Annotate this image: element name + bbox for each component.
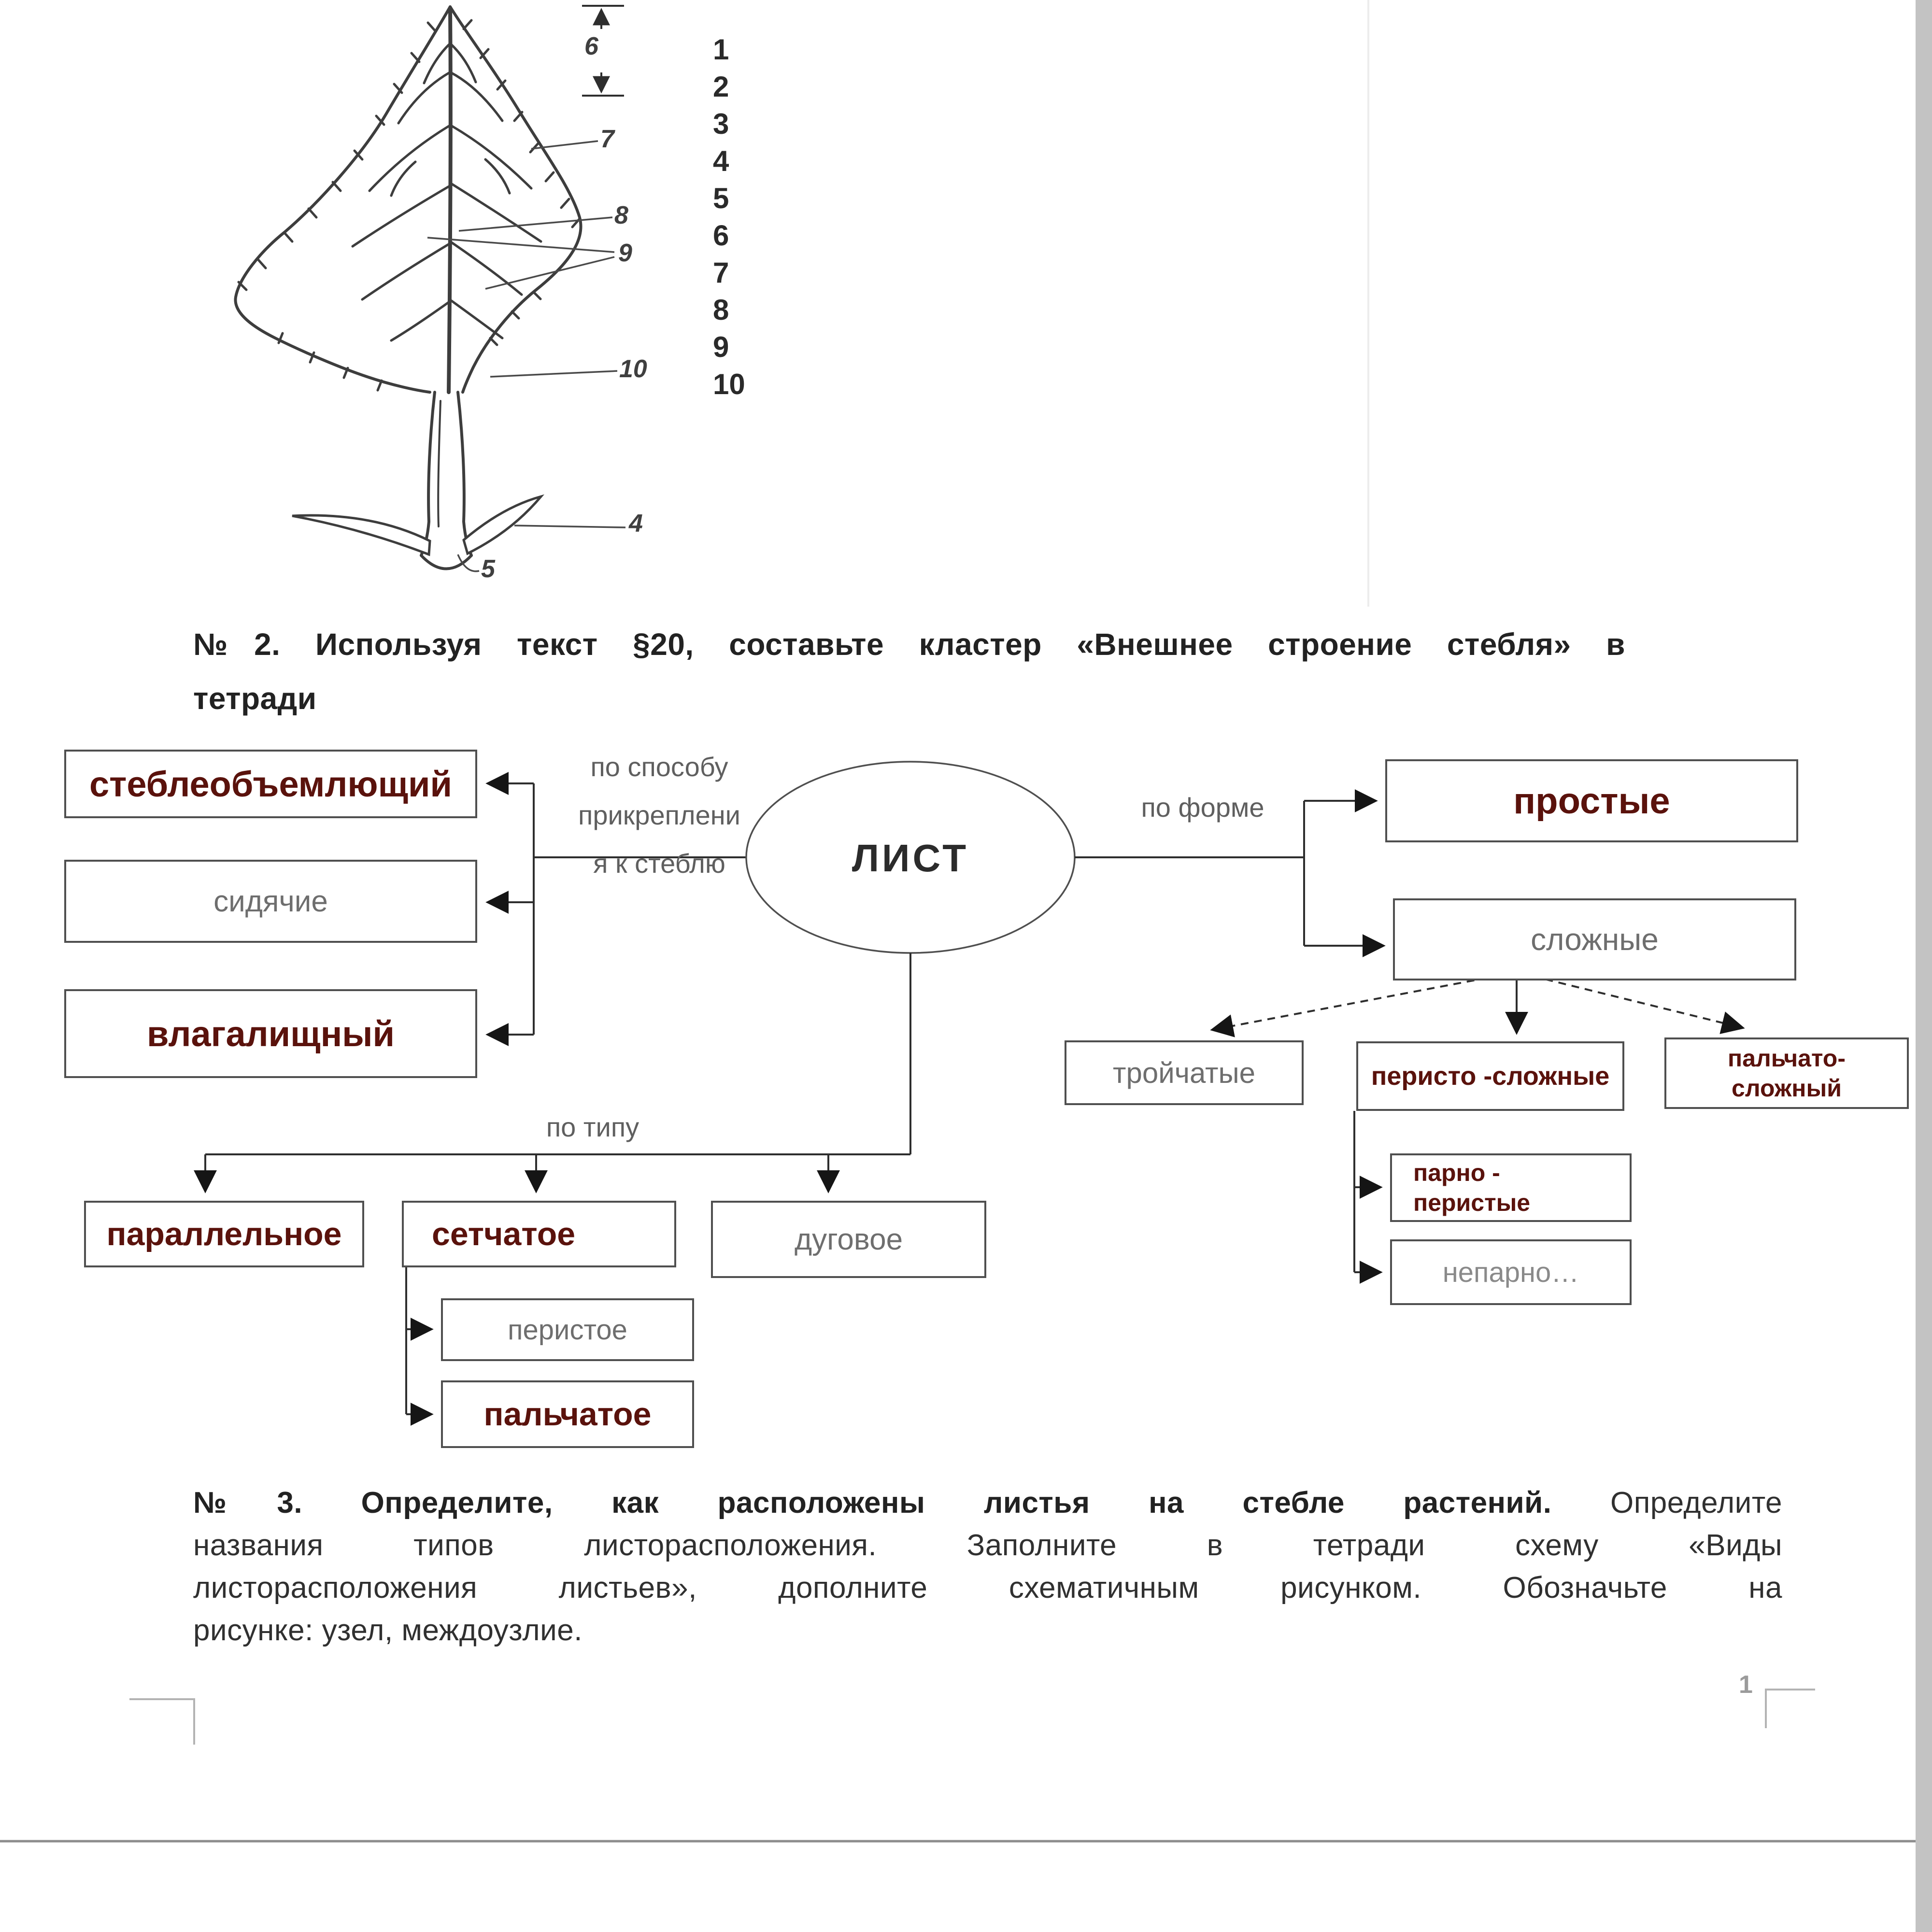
leaf-label-6: 6 xyxy=(584,32,598,60)
leaf-label-8: 8 xyxy=(614,201,628,229)
leaf-midrib-petiole xyxy=(421,10,471,569)
task2-line1: №2. Используя текст §20, составьте кластер «Внешнее строение стебля» в xyxy=(193,627,1625,662)
box-parallel: параллельное xyxy=(84,1201,364,1267)
leaf-label-4: 4 xyxy=(629,510,643,538)
box-imparipinnate: непарно… xyxy=(1390,1239,1632,1305)
list-number: 5 xyxy=(713,182,729,214)
attach-label-line: прикреплени xyxy=(578,800,740,830)
task3-line1-rest: Определите xyxy=(1551,1486,1782,1520)
page-number: 1 xyxy=(1739,1671,1753,1699)
figure-numbers-list xyxy=(713,31,781,403)
task2-line2: тетради xyxy=(193,681,317,716)
paripinnate-line2: перистые xyxy=(1413,1189,1531,1216)
box-reticulate: сетчатое xyxy=(402,1201,676,1267)
box-paripinnate xyxy=(1390,1153,1632,1222)
box-compound: сложные xyxy=(1393,898,1796,980)
list-number: 9 xyxy=(713,331,729,363)
list-number: 1 xyxy=(713,33,729,66)
leaf-stipules xyxy=(292,497,541,554)
leaf-label-10: 10 xyxy=(619,355,647,383)
list-number: 10 xyxy=(713,368,745,400)
leaf-label-7: 7 xyxy=(600,125,614,153)
box-simple: простые xyxy=(1385,759,1798,842)
leaf-label-5: 5 xyxy=(481,555,495,583)
list-number: 6 xyxy=(713,219,729,252)
list-number: 7 xyxy=(713,256,729,289)
leaf-label-9: 9 xyxy=(618,239,632,267)
list-number: 2 xyxy=(713,71,729,103)
box-palmately-compound xyxy=(1664,1037,1909,1109)
task3-bold-part: №3. Определите, как расположены листья на стебле растений. xyxy=(193,1486,1552,1520)
attach-label-line: по способу xyxy=(590,752,728,782)
margin-corner-marks xyxy=(129,1690,1815,1745)
box-palmate: пальчатое xyxy=(441,1380,694,1448)
task3-line4: рисунке: узел, междоузлие. xyxy=(193,1614,582,1647)
paripinnate-line1: парно - xyxy=(1413,1159,1500,1186)
box-sessile: сидячие xyxy=(64,860,477,943)
task2-paragraph xyxy=(193,617,1625,725)
box-pinnately-compound: перисто -сложные xyxy=(1356,1041,1624,1111)
box-sheathing: влагалищный xyxy=(64,989,477,1078)
type-label: по типу xyxy=(546,1112,639,1142)
leaf-outline xyxy=(235,7,581,392)
box-pinnate: перистое xyxy=(441,1298,694,1361)
box-stem-clasping: стеблеобъемлющий xyxy=(64,750,477,818)
box-arcuate: дуговое xyxy=(711,1201,986,1278)
task3-line3: листорасположения листьев», дополните схематичным рисунком. Обозначьте на xyxy=(193,1571,1782,1605)
list-number: 4 xyxy=(713,145,729,177)
box-trifoliate: тройчатые xyxy=(1065,1040,1304,1105)
palmately-compound-line2: сложный xyxy=(1732,1075,1842,1102)
viewer-right-band xyxy=(1916,0,1932,1932)
task3-line2: названия типов листорасположения. Заполните в тетради схему «Виды xyxy=(193,1529,1782,1562)
form-label: по форме xyxy=(1141,792,1264,823)
list-number: 3 xyxy=(713,108,729,140)
cluster-center-node: ЛИСТ xyxy=(852,837,969,880)
attach-method-label xyxy=(563,743,756,888)
leaf-sketch xyxy=(235,7,581,569)
leaf-veins xyxy=(353,43,541,341)
attach-label-line: я к стеблю xyxy=(593,848,725,879)
palmately-compound-line1: пальчато- xyxy=(1728,1044,1846,1072)
task3-line1 xyxy=(193,1482,1782,1524)
list-number: 8 xyxy=(713,294,729,326)
task3-paragraph xyxy=(193,1482,1782,1652)
